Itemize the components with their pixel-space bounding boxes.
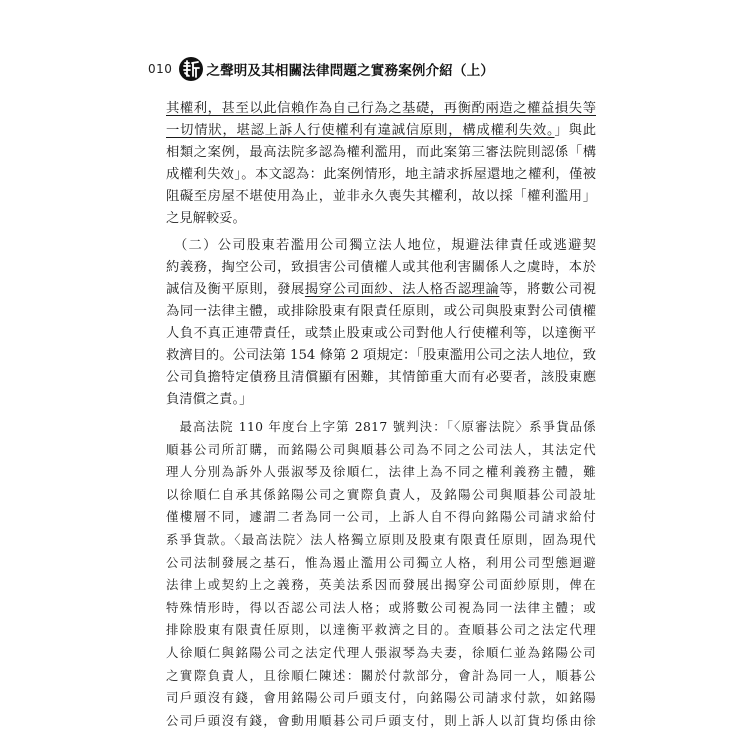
underlined-text: 一切情狀，堪認上訴人行使權利有違誠信原則，構成權利失效。	[166, 123, 555, 138]
text-line	[166, 208, 596, 230]
text-line	[166, 323, 596, 345]
text-segment: 等，將數公司視	[499, 282, 596, 297]
quote-line: 系爭貨款。〈最高法院〉法人格獨立原則及股東有限責任原則，固為現代	[166, 531, 596, 547]
text-line	[166, 98, 596, 120]
quote-line: 理人分別為訴外人張淑琴及徐順仁，法律上為不同之權利義務主體，難	[166, 464, 596, 480]
quote-line: 之實際負責人，且徐順仁陳述：關於付款部分，會計為同一人，順碁公	[166, 667, 596, 683]
text-segment: 之見解較妥。	[166, 211, 246, 226]
text-line	[166, 345, 596, 367]
page-number: 010	[148, 62, 173, 76]
quote-line: 以徐順仁自承其係銘陽公司之實際負責人，及銘陽公司與順碁公司設址	[166, 486, 596, 502]
text-line	[166, 301, 596, 323]
court-judgment-quote	[166, 416, 596, 732]
text-segment: 相類之案例，最高法院多認為權利濫用，而此案第三審法院則認係「構	[166, 145, 596, 160]
quote-line: 法律上或契約上之義務，英美法系因而發展出揭穿公司面紗原則，俾在	[166, 577, 596, 593]
new-character-logo-icon	[178, 56, 204, 82]
quote-line: 排除股東有限責任原則，以達衡平救濟之目的。查順碁公司之法定代理	[166, 622, 596, 638]
quote-line: 公司戶頭沒有錢，會動用順碁公司戶頭支付，則上訴人以訂貨均係由徐	[166, 712, 596, 728]
text-segment: 公司負擔特定債務且清償顯有困難，其情節重大而有必要者，該股東應	[166, 370, 596, 385]
text-line	[166, 142, 596, 164]
text-segment: 誠信及衡平原則，發展	[166, 282, 305, 297]
underlined-text: 其權利，甚至以此信賴作為自己行為之基礎，再衡酌兩造之權益損失等	[166, 101, 596, 116]
text-line	[166, 279, 596, 301]
quote-line: 僅樓層不同，遽謂二者為同一公司，上訴人自不得向銘陽公司請求給付	[166, 509, 596, 525]
quote-line: 公司法制發展之基石，惟為遏止濫用公司獨立人格，利用公司型態迴避	[166, 554, 596, 570]
text-line	[166, 257, 596, 279]
text-segment: 成權利失效」。本文認為：此案例情形，地主請求拆屋還地之權利，僅被	[166, 167, 596, 182]
text-segment: 阻礙至房屋不堪使用為止，並非永久喪失其權利，故以採「權利濫用」	[166, 189, 596, 204]
body-text	[166, 98, 596, 732]
main-paragraphs	[166, 98, 596, 411]
quote-line: 司戶頭沒有錢，會用銘陽公司戶頭支付，向銘陽公司請求付款，如銘陽	[166, 690, 596, 706]
text-line	[166, 235, 596, 257]
quote-line: 人徐順仁與銘陽公司之法定代理人張淑琴為夫妻，徐順仁並為銘陽公司	[166, 644, 596, 660]
quote-line: 順碁公司所訂購，而銘陽公司與順碁公司為不同之公司法人，其法定代	[166, 441, 596, 457]
text-line	[166, 120, 596, 142]
quote-line: 特殊情形時，得以否認公司法人格；或將數公司視為同一法律主體；或	[166, 599, 596, 615]
text-segment: （二）公司股東若濫用公司獨立法人地位，規避法律責任或逃避契	[166, 238, 596, 253]
text-line	[166, 186, 596, 208]
running-title: 之聲明及其相關法律問題之實務案例介紹（上）	[206, 63, 495, 79]
text-segment: 約義務，掏空公司，致損害公司債權人或其他利害關係人之虞時，本於	[166, 260, 596, 275]
running-header	[148, 54, 618, 84]
text-line	[166, 367, 596, 389]
text-segment: 負清償之責。」	[166, 392, 253, 407]
text-segment: 救濟目的。公司法第 154 條第 2 項規定：「股東濫用公司之法人地位，致	[166, 348, 596, 363]
text-segment: 」與此	[554, 123, 596, 138]
text-segment: 人負不真正連帶責任，或禁止股東或公司對他人行使權利等，以達衡平	[166, 326, 596, 341]
quote-line: 最高法院 110 年度台上字第 2817 號判決：「〈原審法院〉系爭貨品係	[166, 419, 596, 434]
underlined-text: 揭穿公司面紗、法人格否認理論	[304, 282, 500, 297]
text-line	[166, 164, 596, 186]
text-segment: 為同一法律主體，或排除股東有限責任原則，或公司與股東對公司債權	[166, 304, 596, 319]
text-line	[166, 389, 596, 411]
